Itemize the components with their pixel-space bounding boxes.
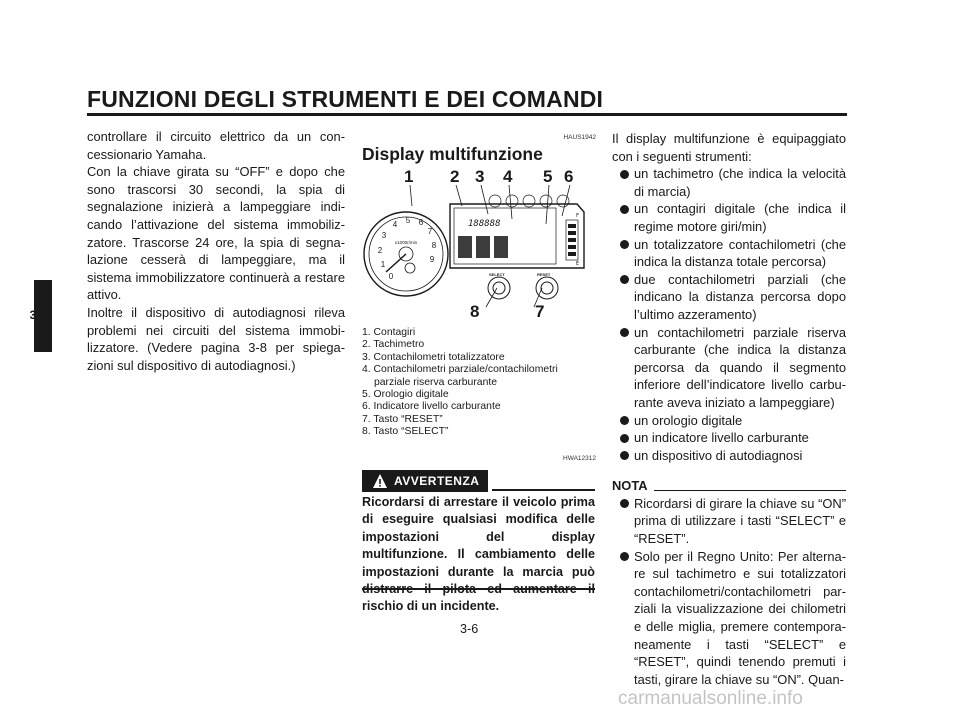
bullet-icon	[620, 451, 629, 460]
fuel-empty-label: E	[576, 261, 580, 267]
callout-2: 2	[450, 167, 460, 186]
chapter-number: 3	[29, 308, 37, 322]
speed-digit	[494, 236, 508, 258]
callout-5: 5	[543, 167, 553, 186]
watermark: carmanualsonline.info	[618, 688, 803, 709]
figure-legend	[362, 327, 597, 439]
list-item: due contachilometri parziali (che indicano la distanza percorsa dopo l’ultimo azzeramento)	[612, 271, 846, 324]
speed-digit	[458, 236, 472, 258]
instrument-panel-figure	[362, 164, 597, 324]
list-item: un totalizzatore contachilometri (che indica la distanza totale percorsa)	[612, 236, 846, 271]
warning-text: Ricordarsi di arrestare il veicolo prima di eseguire qualsiasi modifica delle impostazioni del display multifunzione. Il cambiamento delle impostazioni durante la marcia può rischio di un incidente.	[362, 495, 595, 614]
speed-digit	[476, 236, 490, 258]
nota-item: Solo per il Regno Unito: Per alterna-re sul tachimetro e sui totalizzatori contachilometri/contachilometri par-ziali la visualizzazione dei chilometri e delle miglia, premere contempora-neamente i tasti “SELECT” e “RESET”, quindi tenendo premuti i tasti, girare la chiave su “ON”. Quan-	[612, 548, 846, 689]
legend-item: 2. Tachimetro	[362, 339, 425, 351]
indicator-light-icon	[540, 195, 552, 207]
bullet-icon	[620, 205, 629, 214]
header-rule	[87, 113, 847, 116]
yamaha-logo-icon	[405, 263, 415, 273]
tach-number: 7	[427, 227, 433, 236]
callout-6: 6	[564, 167, 574, 186]
paragraph: Con la chiave girata su “OFF” e dopo che sono trascorsi 30 secondi, la spia di segnalazione inizierà a lampeggiare indi-cando l’attivazione del sistema immobiliz-zatore. Trascorse 24 ore, la spia di segna-lazione cesserà di lampeggiare, ma il sistema immobilizzatore continuerà a restare attivo.	[87, 164, 345, 303]
warning-triangle-icon	[372, 473, 388, 489]
fuel-full-label: F	[576, 213, 580, 219]
bullet-icon	[620, 499, 629, 508]
column-3	[612, 130, 846, 688]
callout-3: 3	[475, 167, 485, 186]
list-item: un orologio digitale	[612, 412, 846, 430]
odometer-digits: 188888	[468, 219, 501, 229]
bullet-icon	[620, 552, 629, 561]
nota-rule	[654, 490, 846, 491]
tach-number: 0	[388, 272, 394, 281]
indicator-light-icon	[523, 195, 535, 207]
list-item: un contachilometri parziale riserva carburante (che indica la distanza percorsa da quando il segmento inferiore dell’indicatore livello carbu-rante aveva iniziato a lampeggiare)	[612, 324, 846, 412]
select-button	[488, 277, 510, 299]
intro-text: Il display multifunzione è equipaggiato con i seguenti strumenti:	[612, 131, 846, 164]
select-button-label: SELECT	[489, 272, 505, 277]
page-title: FUNZIONI DEGLI STRUMENTI E DEI COMANDI	[87, 86, 604, 112]
bullet-icon	[620, 275, 629, 284]
list-item: un contagiri digitale (che indica il regime motore giri/min)	[612, 200, 846, 235]
list-item: un dispositivo di autodiagnosi	[612, 447, 846, 465]
legend-item: 7. Tasto “RESET”	[362, 413, 443, 425]
tach-number: 5	[405, 216, 411, 225]
nota-label: NOTA	[612, 478, 648, 494]
callout-1: 1	[404, 167, 414, 186]
tach-number: 8	[431, 241, 437, 250]
column-1	[87, 128, 345, 374]
warning-code: HWA12312	[563, 455, 596, 462]
tach-number: 9	[429, 255, 435, 264]
indicator-light-icon	[557, 195, 569, 207]
warning-label: AVVERTENZA	[394, 474, 480, 488]
tach-number: 3	[381, 231, 387, 240]
legend-item: 4. Contachilometri parziale/contachilometri parziale riserva carburante	[362, 364, 558, 388]
callout-8: 8	[470, 302, 480, 321]
legend-item: 5. Orologio digitale	[362, 389, 449, 401]
bullet-icon	[620, 434, 629, 443]
reset-button-label: RESET	[537, 272, 551, 277]
list-item: un indicatore livello carburante	[612, 429, 846, 447]
tach-number: 6	[418, 218, 424, 227]
warning-rule	[492, 489, 595, 491]
legend-item: 3. Contachilometri totalizzatore	[362, 351, 505, 363]
tach-number: 2	[377, 246, 383, 255]
legend-item: 6. Indicatore livello carburante	[362, 401, 501, 413]
callout-7: 7	[535, 302, 545, 321]
paragraph: Inoltre il dispositivo di autodiagnosi rileva problemi nei circuiti del sistema immobi-lizzatore. (Vedere pagina 3-8 per spiega-zioni sul dispositivo di autodiagnosi.)	[87, 304, 345, 373]
legend-item: 1. Contagiri	[362, 327, 416, 338]
indicator-light-icon	[489, 195, 501, 207]
paragraph: controllare il circuito elettrico da un con-cessionario Yamaha.	[87, 129, 345, 162]
legend-item: 8. Tasto “SELECT”	[362, 426, 449, 438]
callout-4: 4	[503, 167, 513, 186]
tach-number: 1	[380, 260, 386, 269]
warning-bottom-rule	[362, 588, 595, 590]
tach-number: 4	[392, 220, 398, 229]
warning-badge	[362, 470, 488, 492]
bullet-icon	[620, 328, 629, 337]
list-item: un tachimetro (che indica la velocità di marcia)	[612, 165, 846, 200]
reset-button	[536, 277, 558, 299]
section-code: HAUS1942	[563, 134, 596, 141]
tach-unit-label: x1000r/min	[394, 240, 418, 245]
bullet-icon	[620, 170, 629, 179]
bullet-icon	[620, 240, 629, 249]
section-heading: Display multifunzione	[362, 144, 543, 164]
indicator-light-icon	[506, 195, 518, 207]
nota-item: Ricordarsi di girare la chiave su “ON” prima di utilizzare i tasti “SELECT” e “RESET”.	[612, 495, 846, 548]
nota-header	[612, 477, 846, 495]
bullet-icon	[620, 416, 629, 425]
page-number: 3-6	[460, 622, 479, 636]
